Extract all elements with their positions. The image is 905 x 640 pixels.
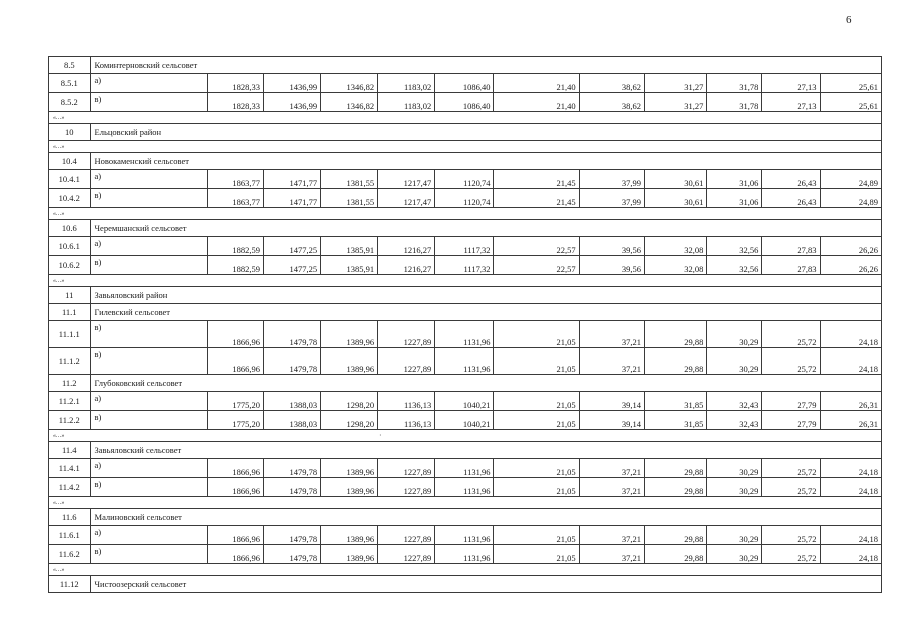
value-cell: 1388,03	[263, 392, 320, 411]
value-cell: 1131,96	[435, 526, 494, 545]
value-cell: 24,18	[820, 459, 881, 478]
value-cell: 1479,78	[263, 526, 320, 545]
consumer-group: в)	[90, 321, 207, 348]
value-cell: 1131,96	[435, 478, 494, 497]
section-row	[49, 153, 882, 170]
value-cell: 1436,99	[263, 74, 320, 93]
row-code: 11.1.2	[49, 348, 91, 375]
value-cell: 21,05	[494, 526, 579, 545]
value-cell: 21,05	[494, 348, 579, 375]
row-code: 11.6	[49, 509, 91, 526]
value-cell: 21,05	[494, 478, 579, 497]
value-cell: 38,62	[579, 74, 644, 93]
omitted-rows-marker	[49, 564, 882, 576]
value-cell: 1117,32	[435, 237, 494, 256]
value-cell: 37,21	[579, 321, 644, 348]
value-cell: 30,29	[707, 478, 762, 497]
value-cell: 24,89	[820, 170, 881, 189]
omission-mark: «…»	[49, 112, 882, 124]
value-cell: 1298,20	[321, 392, 378, 411]
value-cell: 1828,33	[207, 93, 263, 112]
value-cell: 1471,77	[263, 170, 320, 189]
value-cell: 1389,96	[321, 348, 378, 375]
omission-mark: «…»	[49, 275, 882, 287]
table-row	[49, 411, 882, 430]
value-cell: 1131,96	[435, 348, 494, 375]
value-cell: 1775,20	[207, 392, 263, 411]
omission-mark: «…»	[49, 497, 882, 509]
value-cell: 1381,55	[321, 189, 378, 208]
value-cell: 32,43	[707, 392, 762, 411]
section-name: Черемшанский сельсовет	[90, 220, 881, 237]
table-row	[49, 170, 882, 189]
consumer-group: в)	[90, 411, 207, 430]
row-code: 11.2	[49, 375, 91, 392]
value-cell: 31,06	[707, 170, 762, 189]
table-row	[49, 392, 882, 411]
omission-mark: «…»	[49, 141, 882, 153]
consumer-group: в)	[90, 189, 207, 208]
row-code: 11.1.1	[49, 321, 91, 348]
value-cell: 37,21	[579, 459, 644, 478]
value-cell: 1120,74	[435, 170, 494, 189]
value-cell: 30,29	[707, 526, 762, 545]
section-row	[49, 220, 882, 237]
section-row	[49, 304, 882, 321]
value-cell: 1131,96	[435, 321, 494, 348]
value-cell: 1298,20	[321, 411, 378, 430]
value-cell: 24,18	[820, 526, 881, 545]
value-cell: 1775,20	[207, 411, 263, 430]
row-code: 10.4	[49, 153, 91, 170]
section-row	[49, 124, 882, 141]
value-cell: 31,27	[645, 74, 707, 93]
value-cell: 32,08	[645, 256, 707, 275]
omission-mark: «…»	[49, 208, 882, 220]
value-cell: 1866,96	[207, 545, 263, 564]
value-cell: 1866,96	[207, 321, 263, 348]
value-cell: 39,14	[579, 392, 644, 411]
value-cell: 25,72	[762, 545, 820, 564]
value-cell: 21,05	[494, 392, 579, 411]
value-cell: 24,18	[820, 545, 881, 564]
value-cell: 1136,13	[378, 411, 435, 430]
value-cell: 1227,89	[378, 526, 435, 545]
consumer-group: в)	[90, 93, 207, 112]
section-name: Ельцовский район	[90, 124, 881, 141]
value-cell: 1227,89	[378, 478, 435, 497]
row-code: 11.2.1	[49, 392, 91, 411]
value-cell: 29,88	[645, 321, 707, 348]
row-code: 11.4.2	[49, 478, 91, 497]
row-code: 11.4.1	[49, 459, 91, 478]
value-cell: 1477,25	[263, 237, 320, 256]
table-row	[49, 237, 882, 256]
value-cell: 25,72	[762, 348, 820, 375]
row-code: 10.4.1	[49, 170, 91, 189]
value-cell: 1117,32	[435, 256, 494, 275]
value-cell: 29,88	[645, 459, 707, 478]
tariff-table	[48, 56, 882, 593]
value-cell: 25,61	[820, 74, 881, 93]
value-cell: 1828,33	[207, 74, 263, 93]
value-cell: 29,88	[645, 526, 707, 545]
value-cell: 1479,78	[263, 545, 320, 564]
section-row	[49, 57, 882, 74]
value-cell: 39,56	[579, 256, 644, 275]
value-cell: 1183,02	[378, 74, 435, 93]
value-cell: 1131,96	[435, 545, 494, 564]
stray-mark: ·	[379, 431, 382, 440]
value-cell: 29,88	[645, 545, 707, 564]
table-row	[49, 545, 882, 564]
page-number: 6	[846, 14, 852, 26]
consumer-group: а)	[90, 74, 207, 93]
value-cell: 26,31	[820, 392, 881, 411]
value-cell: 31,06	[707, 189, 762, 208]
value-cell: 1086,40	[435, 93, 494, 112]
value-cell: 1227,89	[378, 545, 435, 564]
section-row	[49, 375, 882, 392]
value-cell: 1131,96	[435, 459, 494, 478]
value-cell: 27,83	[762, 256, 820, 275]
value-cell: 1120,74	[435, 189, 494, 208]
value-cell: 38,62	[579, 93, 644, 112]
consumer-group: а)	[90, 459, 207, 478]
row-code: 11.6.2	[49, 545, 91, 564]
value-cell: 21,40	[494, 74, 579, 93]
value-cell: 26,43	[762, 189, 820, 208]
value-cell: 1388,03	[263, 411, 320, 430]
value-cell: 22,57	[494, 256, 579, 275]
value-cell: 26,43	[762, 170, 820, 189]
value-cell: 1389,96	[321, 526, 378, 545]
table-row	[49, 459, 882, 478]
value-cell: 1389,96	[321, 459, 378, 478]
value-cell: 25,72	[762, 459, 820, 478]
value-cell: 27,79	[762, 392, 820, 411]
value-cell: 1389,96	[321, 478, 378, 497]
value-cell: 1086,40	[435, 74, 494, 93]
section-name: Малиновский сельсовет	[90, 509, 881, 526]
row-code: 10.6.2	[49, 256, 91, 275]
row-code: 11.6.1	[49, 526, 91, 545]
table-row	[49, 478, 882, 497]
value-cell: 1389,96	[321, 545, 378, 564]
table-row	[49, 93, 882, 112]
row-code: 10.6	[49, 220, 91, 237]
value-cell: 25,72	[762, 321, 820, 348]
value-cell: 30,29	[707, 321, 762, 348]
value-cell: 21,45	[494, 189, 579, 208]
section-row	[49, 287, 882, 304]
value-cell: 1866,96	[207, 348, 263, 375]
value-cell: 37,99	[579, 170, 644, 189]
value-cell: 27,79	[762, 411, 820, 430]
value-cell: 25,72	[762, 478, 820, 497]
value-cell: 32,56	[707, 256, 762, 275]
value-cell: 21,05	[494, 459, 579, 478]
consumer-group: в)	[90, 256, 207, 275]
consumer-group: а)	[90, 392, 207, 411]
value-cell: 21,05	[494, 545, 579, 564]
value-cell: 1471,77	[263, 189, 320, 208]
value-cell: 21,40	[494, 93, 579, 112]
value-cell: 24,89	[820, 189, 881, 208]
value-cell: 21,05	[494, 411, 579, 430]
section-name: Завьяловский сельсовет	[90, 442, 881, 459]
value-cell: 30,29	[707, 348, 762, 375]
row-code: 11.2.2	[49, 411, 91, 430]
consumer-group: в)	[90, 348, 207, 375]
value-cell: 26,26	[820, 256, 881, 275]
row-code: 11.1	[49, 304, 91, 321]
value-cell: 27,13	[762, 93, 820, 112]
value-cell: 1882,59	[207, 237, 263, 256]
consumer-group: в)	[90, 545, 207, 564]
section-name: Коминтерновский сельсовет	[90, 57, 881, 74]
section-row	[49, 509, 882, 526]
value-cell: 26,26	[820, 237, 881, 256]
value-cell: 31,27	[645, 93, 707, 112]
omitted-rows-marker	[49, 208, 882, 220]
value-cell: 1385,91	[321, 256, 378, 275]
value-cell: 27,83	[762, 237, 820, 256]
omission-mark: «…»	[49, 430, 882, 442]
value-cell: 30,29	[707, 459, 762, 478]
row-code: 11	[49, 287, 91, 304]
omission-mark: «…»	[49, 564, 882, 576]
table-body	[49, 57, 882, 593]
value-cell: 1385,91	[321, 237, 378, 256]
value-cell: 24,18	[820, 478, 881, 497]
row-code: 8.5.2	[49, 93, 91, 112]
row-code: 8.5	[49, 57, 91, 74]
value-cell: 30,61	[645, 189, 707, 208]
value-cell: 31,85	[645, 392, 707, 411]
value-cell: 24,18	[820, 321, 881, 348]
value-cell: 37,21	[579, 545, 644, 564]
section-name: Глубоковский сельсовет	[90, 375, 881, 392]
value-cell: 1389,96	[321, 321, 378, 348]
value-cell: 1216,27	[378, 237, 435, 256]
value-cell: 1479,78	[263, 478, 320, 497]
value-cell: 30,29	[707, 545, 762, 564]
value-cell: 31,85	[645, 411, 707, 430]
row-code: 11.4	[49, 442, 91, 459]
value-cell: 25,61	[820, 93, 881, 112]
row-code: 10.6.1	[49, 237, 91, 256]
section-name: Завьяловский район	[90, 287, 881, 304]
row-code: 10.4.2	[49, 189, 91, 208]
value-cell: 1346,82	[321, 93, 378, 112]
value-cell: 37,99	[579, 189, 644, 208]
omitted-rows-marker	[49, 141, 882, 153]
value-cell: 21,05	[494, 321, 579, 348]
value-cell: 31,78	[707, 74, 762, 93]
value-cell: 1863,77	[207, 189, 263, 208]
value-cell: 21,45	[494, 170, 579, 189]
value-cell: 27,13	[762, 74, 820, 93]
value-cell: 1040,21	[435, 392, 494, 411]
value-cell: 1183,02	[378, 93, 435, 112]
value-cell: 31,78	[707, 93, 762, 112]
row-code: 10	[49, 124, 91, 141]
omitted-rows-marker	[49, 497, 882, 509]
value-cell: 22,57	[494, 237, 579, 256]
section-name: Новокаменский сельсовет	[90, 153, 881, 170]
value-cell: 1217,47	[378, 170, 435, 189]
table-row	[49, 348, 882, 375]
value-cell: 32,43	[707, 411, 762, 430]
value-cell: 39,56	[579, 237, 644, 256]
value-cell: 1866,96	[207, 478, 263, 497]
value-cell: 1136,13	[378, 392, 435, 411]
value-cell: 1866,96	[207, 526, 263, 545]
row-code: 11.12	[49, 576, 91, 593]
value-cell: 24,18	[820, 348, 881, 375]
value-cell: 1866,96	[207, 459, 263, 478]
value-cell: 1217,47	[378, 189, 435, 208]
section-row	[49, 576, 882, 593]
value-cell: 37,21	[579, 348, 644, 375]
value-cell: 1040,21	[435, 411, 494, 430]
value-cell: 29,88	[645, 348, 707, 375]
section-name: Чистоозерский сельсовет	[90, 576, 881, 593]
value-cell: 39,14	[579, 411, 644, 430]
value-cell: 1479,78	[263, 459, 320, 478]
value-cell: 1227,89	[378, 459, 435, 478]
omitted-rows-marker	[49, 430, 882, 442]
value-cell: 1227,89	[378, 348, 435, 375]
value-cell: 1479,78	[263, 321, 320, 348]
value-cell: 26,31	[820, 411, 881, 430]
value-cell: 1381,55	[321, 170, 378, 189]
consumer-group: а)	[90, 170, 207, 189]
value-cell: 37,21	[579, 526, 644, 545]
value-cell: 1436,99	[263, 93, 320, 112]
value-cell: 1882,59	[207, 256, 263, 275]
value-cell: 1216,27	[378, 256, 435, 275]
value-cell: 29,88	[645, 478, 707, 497]
row-code: 8.5.1	[49, 74, 91, 93]
value-cell: 25,72	[762, 526, 820, 545]
omitted-rows-marker	[49, 112, 882, 124]
value-cell: 30,61	[645, 170, 707, 189]
consumer-group: а)	[90, 237, 207, 256]
value-cell: 32,56	[707, 237, 762, 256]
value-cell: 1863,77	[207, 170, 263, 189]
value-cell: 1227,89	[378, 321, 435, 348]
value-cell: 1477,25	[263, 256, 320, 275]
omitted-rows-marker	[49, 275, 882, 287]
consumer-group: а)	[90, 526, 207, 545]
table-row	[49, 189, 882, 208]
consumer-group: в)	[90, 478, 207, 497]
value-cell: 37,21	[579, 478, 644, 497]
table-row	[49, 321, 882, 348]
section-name: Гилевский сельсовет	[90, 304, 881, 321]
value-cell: 1479,78	[263, 348, 320, 375]
table-row	[49, 74, 882, 93]
table-row	[49, 256, 882, 275]
section-row	[49, 442, 882, 459]
value-cell: 1346,82	[321, 74, 378, 93]
table-row	[49, 526, 882, 545]
value-cell: 32,08	[645, 237, 707, 256]
